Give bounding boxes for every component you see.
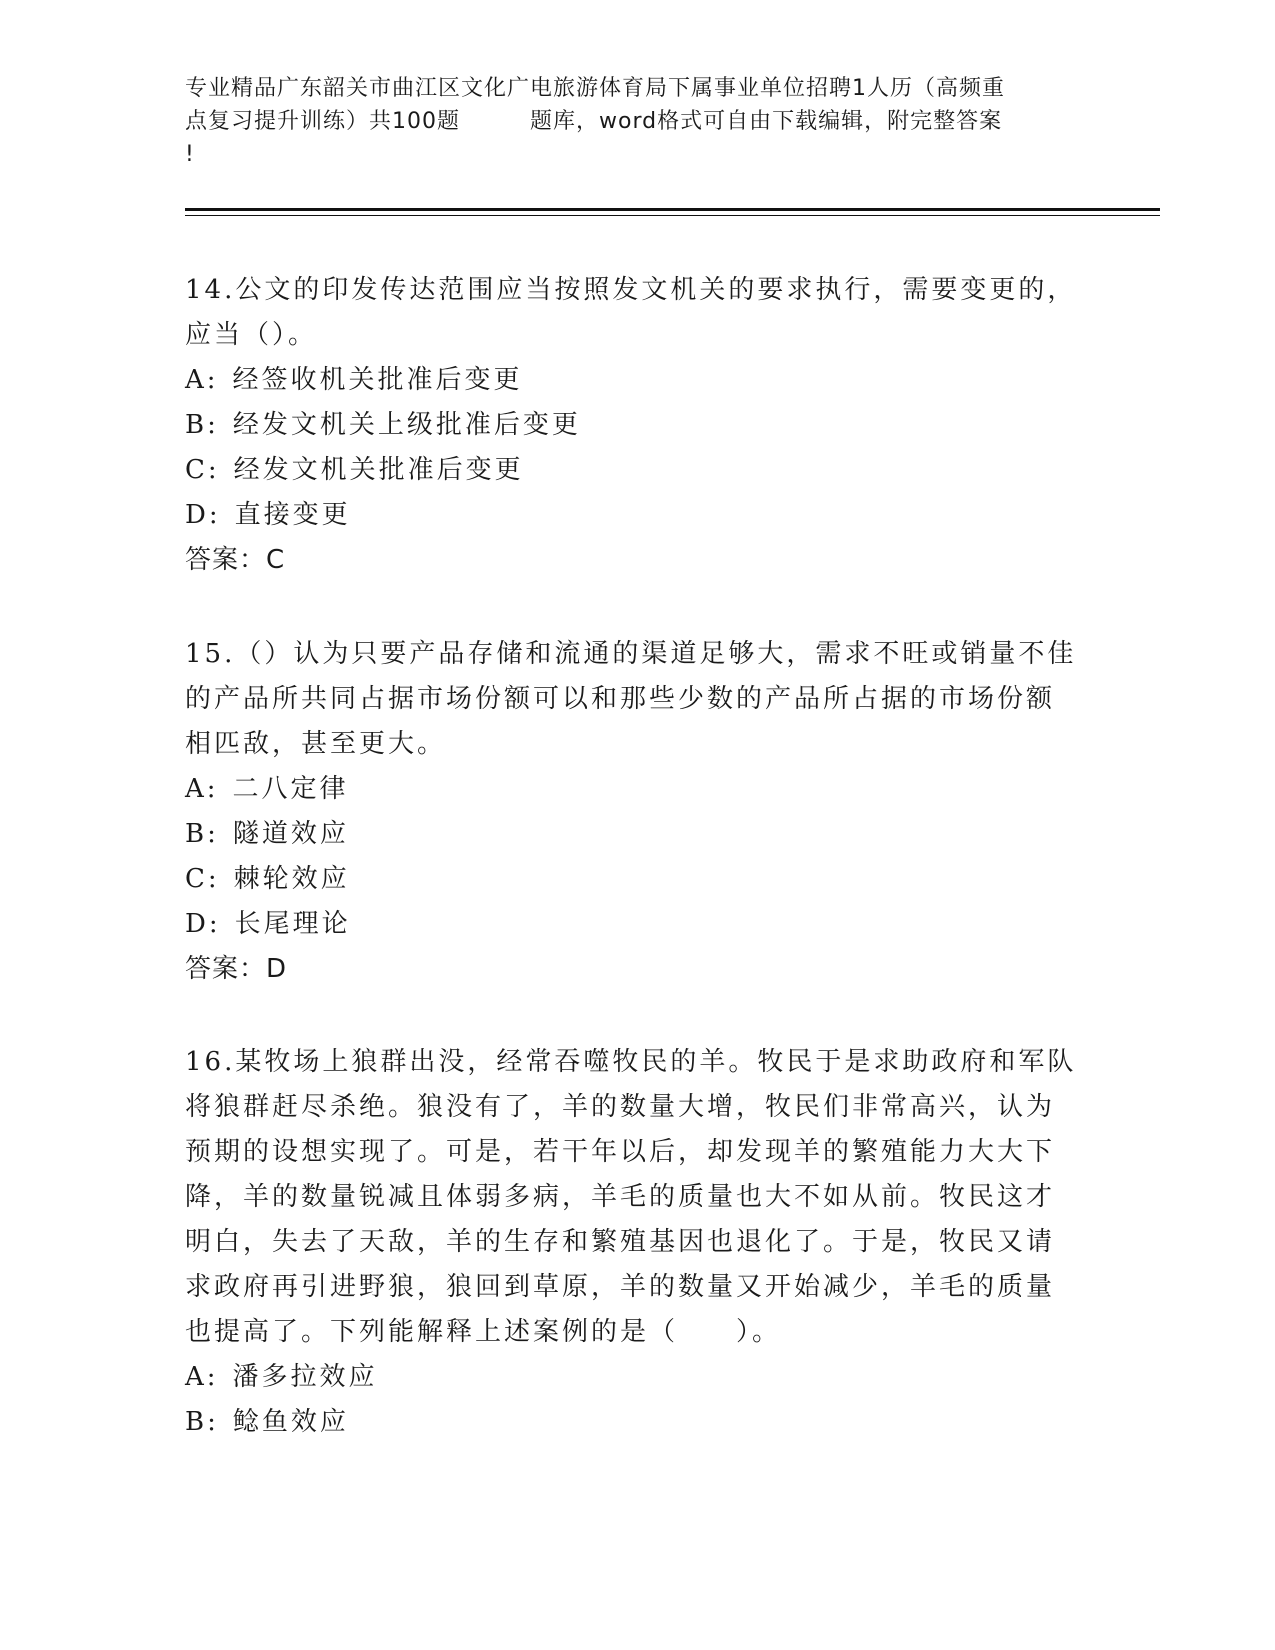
option-text: 长尾理论: [234, 909, 351, 939]
question-14: [185, 268, 1085, 583]
question-16: [185, 1040, 1085, 1445]
stem-line: 的产品所共同占据市场份额可以和那些少数的产品所占据的市场份额: [185, 684, 1056, 714]
header-line-1: 专业精品广东韶关市曲江区文化广电旅游体育局下属事业单位招聘1人历（高频重: [185, 76, 1005, 101]
question-stem: [185, 268, 1085, 358]
header-line-3: !: [185, 142, 195, 167]
stem-line: 15.（）认为只要产品存储和流通的渠道足够大，需求不旺或销量不佳: [185, 639, 1077, 669]
option-b: [185, 403, 1085, 448]
option-letter: D:: [185, 909, 221, 939]
option-text: 二八定律: [232, 774, 349, 804]
option-text: 直接变更: [234, 500, 351, 530]
option-letter: D:: [185, 500, 221, 530]
answer-line: 答案：C: [185, 545, 286, 575]
stem-line: 预期的设想实现了。可是，若干年以后，却发现羊的繁殖能力大大下: [185, 1137, 1056, 1167]
option-text: 潘多拉效应: [232, 1362, 378, 1392]
option-letter: A:: [185, 365, 219, 395]
option-text: 棘轮效应: [233, 864, 350, 894]
option-text: 经发文机关批准后变更: [233, 455, 524, 485]
header-line-2-part-2: 题库，word格式可自由下载编辑，附完整答案: [530, 109, 1003, 134]
stem-line: 将狼群赶尽杀绝。狼没有了，羊的数量大增，牧民们非常高兴，认为: [185, 1092, 1056, 1122]
option-letter: B:: [185, 1407, 219, 1437]
option-text: 鲶鱼效应: [232, 1407, 349, 1437]
stem-line: 也提高了。下列能解释上述案例的是（ ）。: [185, 1317, 782, 1347]
option-letter: C:: [185, 864, 220, 894]
stem-line: 16.某牧场上狼群出没，经常吞噬牧民的羊。牧民于是求助政府和军队: [185, 1047, 1077, 1077]
option-letter: A:: [185, 1362, 219, 1392]
stem-line: 相匹敌，甚至更大。: [185, 729, 447, 759]
question-stem: [185, 1040, 1085, 1355]
stem-line: 应当（）。: [185, 320, 318, 350]
option-text: 经签收机关批准后变更: [232, 365, 523, 395]
option-c: [185, 448, 1085, 493]
stem-line: 降，羊的数量锐减且体弱多病，羊毛的质量也大不如从前。牧民这才: [185, 1182, 1056, 1212]
stem-line: 求政府再引进野狼，狼回到草原，羊的数量又开始减少，羊毛的质量: [185, 1272, 1056, 1302]
option-text: 隧道效应: [232, 819, 349, 849]
question-15: [185, 632, 1085, 992]
option-b: [185, 812, 1085, 857]
option-letter: B:: [185, 819, 219, 849]
question-stem: [185, 632, 1085, 767]
option-a: [185, 767, 1085, 812]
option-d: [185, 902, 1085, 947]
header-line-2: [185, 105, 1085, 138]
document-header: [185, 72, 1085, 171]
answer-line: 答案：D: [185, 954, 288, 984]
header-divider-thin: [185, 215, 1160, 216]
option-c: [185, 857, 1085, 902]
option-letter: B:: [185, 410, 219, 440]
option-a: [185, 1355, 1085, 1400]
stem-line: 明白，失去了天敌，羊的生存和繁殖基因也退化了。于是，牧民又请: [185, 1227, 1056, 1257]
option-b: [185, 1400, 1085, 1445]
stem-line: 14.公文的印发传达范围应当按照发文机关的要求执行，需要变更的，: [185, 275, 1077, 305]
header-line-2-part-1: 点复习提升训练）共100题: [185, 109, 460, 134]
header-divider-thick: [185, 208, 1160, 211]
option-letter: A:: [185, 774, 219, 804]
option-d: [185, 493, 1085, 538]
option-letter: C:: [185, 455, 220, 485]
option-text: 经发文机关上级批准后变更: [232, 410, 581, 440]
option-a: [185, 358, 1085, 403]
